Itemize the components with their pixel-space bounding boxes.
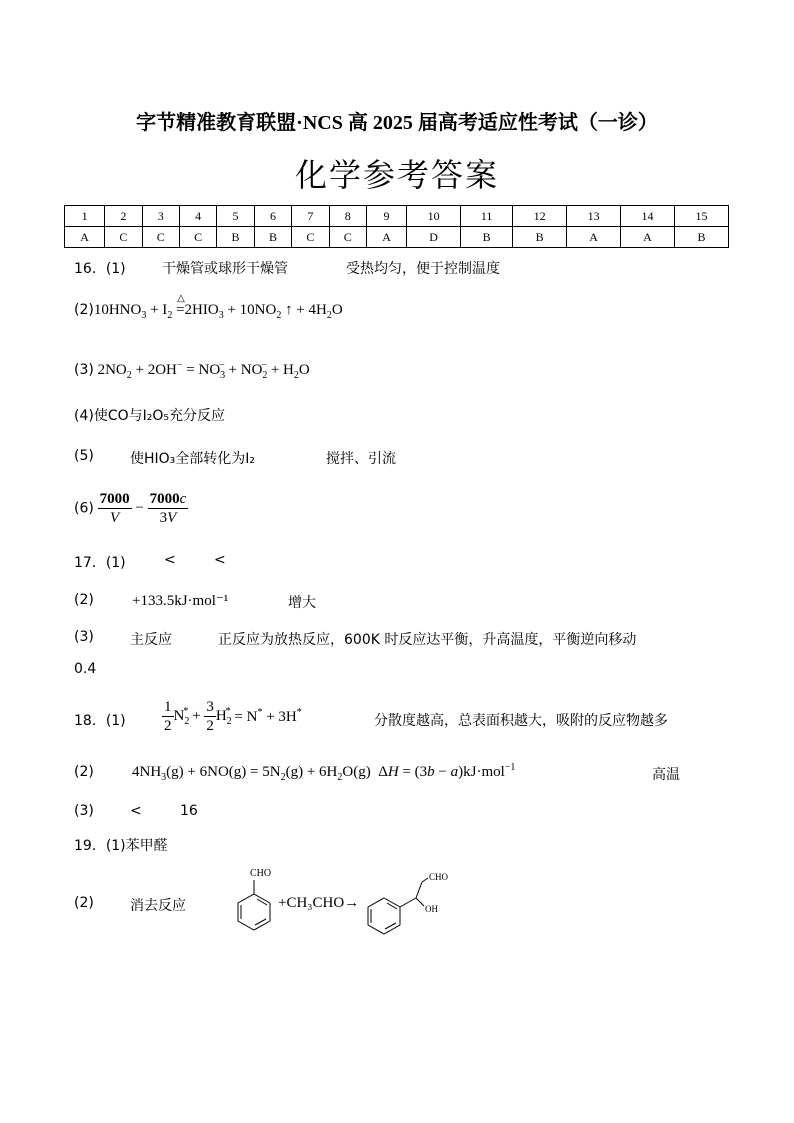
answer-cell: C [105,227,142,248]
answer-cell: A [65,227,105,248]
question-number: 1 [65,206,105,227]
answer-cell: D [407,227,461,248]
reagent-text: +CH₃CHO→ [278,895,360,911]
q16-4-answer: (4)使CO与I₂O₅充分反应 [74,408,225,424]
q19-2-label: (2) [74,895,94,911]
answer-cell: C [142,227,179,248]
question-number: 4 [179,206,216,227]
q16-5-answer-a: 使HIO₃全部转化为I₂ [130,451,256,467]
q18-3-label: (3) [74,803,94,819]
q18-2-label: (2) [74,764,94,780]
q17-3-answer-c: 0.4 [74,661,97,677]
answer-cell: A [621,227,675,248]
q18-1-equation: $\frac{1}{2}$ $N_2^*$ + $\frac{3}{2}$ $H_2^* = N^* + 3H^*$ [164,699,302,734]
answer-row [65,227,729,248]
q18-3-answer-a: < [130,803,142,819]
question-number: 5 [217,206,254,227]
question-number: 7 [292,206,329,227]
answer-cell: C [179,227,216,248]
q16-2-equation: $(2)10HNO_3 + I_2$ △ $=2HIO_3 + 10NO_2$ ↑ + $4H_2O$ [74,293,343,321]
benzaldehyde-structure [228,862,278,942]
q18-3-answer-b: 16 [180,803,198,819]
question-number: 12 [513,206,567,227]
q16-1-answer-b: 受热均匀，便于控制温度 [346,261,500,277]
q17-3-label: (3) [74,629,94,645]
q16-2-label: (2) [74,302,94,318]
answer-cell: A [567,227,621,248]
q16-6-expression: (6) $\frac{7000}{V}$ − $\frac{7000c}{3V}$ [74,491,187,526]
q16-label: 16．(1) [74,261,126,277]
q19-2-answer-a: 消去反应 [130,898,186,914]
q17-2-answer-b: 增大 [288,595,316,611]
answer-cell: A [366,227,406,248]
question-number: 14 [621,206,675,227]
question-number: 8 [329,206,366,227]
cho-label: CHO [429,872,449,882]
answer-cell: C [292,227,329,248]
question-number: 3 [142,206,179,227]
q16-5-label: (5) [74,448,94,464]
question-number: 13 [567,206,621,227]
question-number: 9 [366,206,406,227]
answer-table [64,205,729,248]
question-number: 2 [105,206,142,227]
question-number-row [65,206,729,227]
answer-cell: C [329,227,366,248]
answer-cell: B [513,227,567,248]
q17-label: 17．(1) [74,555,126,571]
question-number: 15 [674,206,728,227]
q16-3-equation: (3) $2NO_2 + 2OH^- = NO_3^- + NO_2^- + H_2O$ [74,360,310,381]
question-number: 6 [254,206,291,227]
cho-label: CHO [250,868,272,879]
answer-cell: B [254,227,291,248]
q19-label: 19．(1)苯甲醛 [74,838,168,854]
q18-1-answer-b: 分散度越高，总表面积越大，吸附的反应物越多 [374,713,668,729]
q18-2-answer-b: 高温 [652,767,680,783]
answer-cell: B [674,227,728,248]
q16-1-answer-a: 干燥管或球形干燥管 [162,261,288,277]
answer-cell: B [217,227,254,248]
q17-1-answer-b: < [214,552,226,568]
q18-label: 18．(1) [74,713,126,729]
q17-3-answer-b: 正反应为放热反应，600K 时反应达平衡，升高温度，平衡逆向移动 [218,632,637,648]
page-title: 化学参考答案 [294,156,499,194]
q17-2-answer-a: +133.5kJ·mol⁻¹ [132,593,229,609]
oh-label: OH [425,904,438,914]
question-number: 11 [461,206,513,227]
exam-title: 字节精准教育联盟·NCS 高 2025 届高考适应性考试（一诊） [136,112,658,134]
q16-3-label: (3) [74,362,94,378]
q18-2-equation: $4NH_3(g) + 6NO(g) = 5N_2(g) + 6H_2O(g) \Delta H = (3b - a)kJ\cdot mol^{-1}$ [132,762,516,783]
q17-3-answer-a: 主反应 [130,632,172,648]
q17-1-answer-a: < [164,552,176,568]
q17-2-label: (2) [74,592,94,608]
q16-5-answer-b: 搅拌、引流 [326,451,396,467]
answer-cell: B [461,227,513,248]
question-number: 10 [407,206,461,227]
product-structure [362,862,472,942]
q16-6-label: (6) [74,500,94,517]
